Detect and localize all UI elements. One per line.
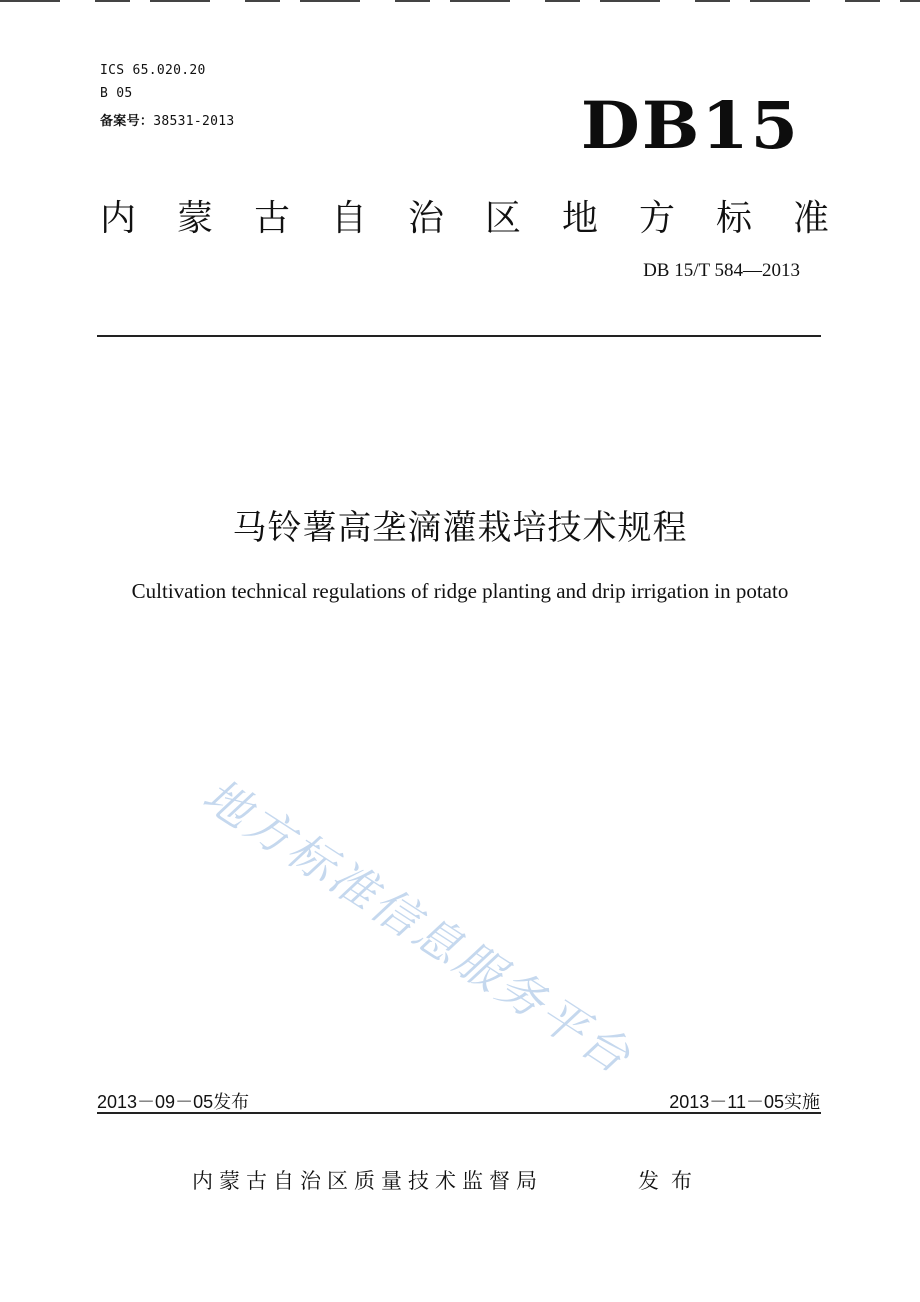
classification-code: B 05 (100, 86, 133, 101)
ics-code: ICS 65.020.20 (100, 63, 206, 78)
footer-divider (97, 1112, 821, 1114)
scan-top-edge (0, 0, 920, 2)
header-divider (97, 335, 821, 337)
document-title-zh: 马铃薯高垄滴灌栽培技术规程 (232, 508, 688, 548)
issue-date: 2013－09－05发布 (97, 1092, 250, 1112)
implementation-date: 2013－11－05实施 (669, 1092, 820, 1112)
standard-number: DB 15/T 584—2013 (643, 260, 800, 281)
watermark: 地方标准信息服务平台 (193, 767, 643, 1086)
issue-verb: 发布 (638, 1169, 704, 1193)
issuing-authority: 内蒙古自治区质量技术监督局 (192, 1169, 543, 1193)
db-logo: DB15 (580, 88, 800, 164)
registration-number: 38531-2013 (153, 114, 235, 129)
document-title-en: Cultivation technical regulations of ridge planting and drip irrigation in potato (131, 579, 789, 603)
standard-type-heading: 内蒙古自治区地方标准 (100, 198, 871, 239)
registration-line (100, 110, 234, 129)
registration-label: 备案号： (100, 114, 154, 129)
